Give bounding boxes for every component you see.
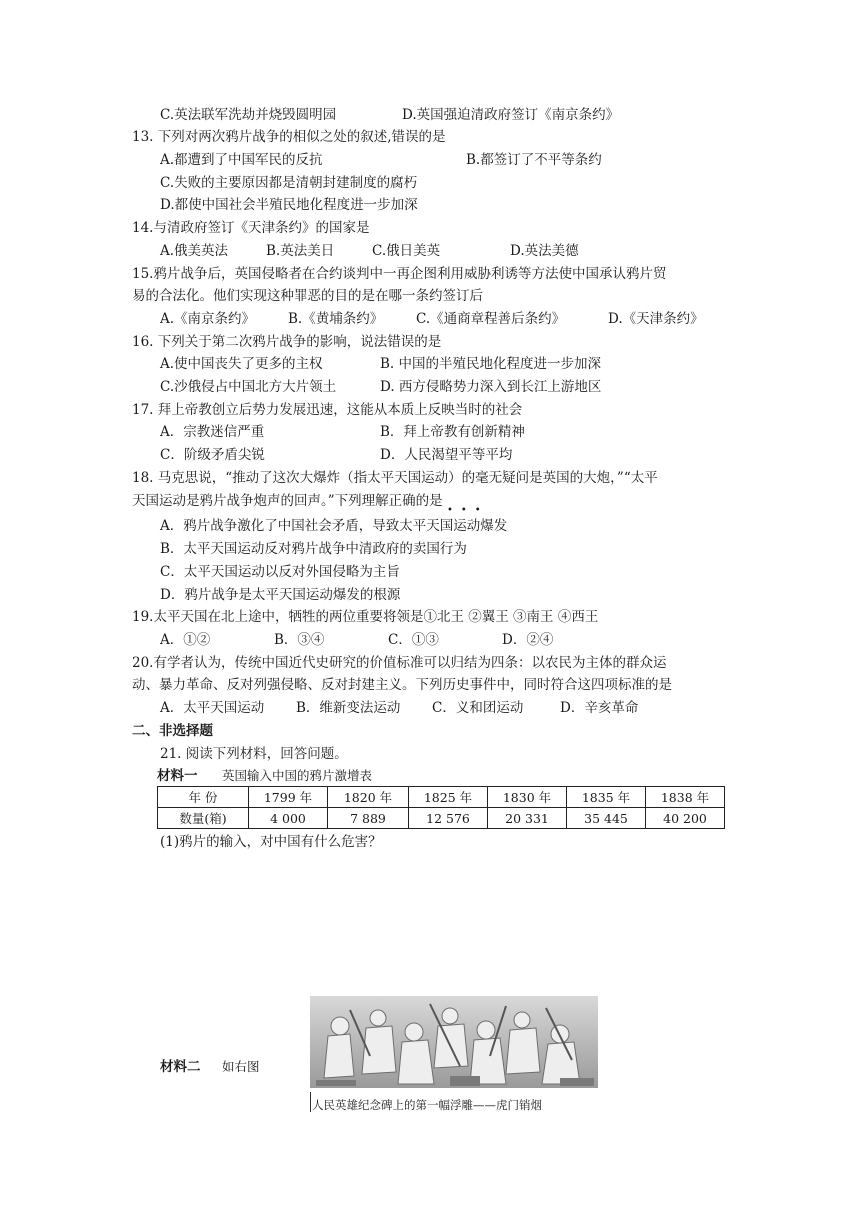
q19-option-c: C．①③ [388, 632, 439, 648]
q18-option-a: A．鸦片战争激化了中国社会矛盾，导致太平天国运动爆发 [160, 518, 508, 534]
table-row [158, 787, 725, 808]
material1-title: 英国输入中国的鸦片激增表 [222, 768, 373, 783]
q20-stem-line2: 动、暴力革命、反对列强侵略、反对封建主义。下列历史事件中，同时符合这四项标准的是 [132, 677, 672, 693]
table-row [158, 808, 725, 829]
q15-option-b: B.《黄埔条约》 [288, 311, 384, 327]
q19-option-a: A．①② [160, 632, 211, 648]
sub-question-1: (1)鸦片的输入，对中国有什么危害？ [160, 834, 382, 850]
q16-option-a: A.使中国丧失了更多的主权 [160, 356, 323, 372]
material2-label: 材料二 [160, 1059, 201, 1075]
q17-option-b: B．拜上帝教有创新精神 [380, 424, 525, 440]
q18-stem-line1: 18. 马克思说，“推动了这次大爆炸（指太平天国运动）的毫无疑问是英国的大炮，”“太平 [132, 470, 658, 486]
q19-option-b: B．③④ [274, 632, 325, 648]
q20-option-c: C．义和团运动 [432, 700, 524, 716]
table-cell: 7 889 [328, 808, 409, 829]
q21-stem: 21. 阅读下列材料，回答问题。 [160, 746, 348, 762]
q14-option-c: C.俄日美英 [372, 243, 441, 259]
table-cell: 20 331 [488, 808, 567, 829]
q17-option-d: D．人民渴望平等平均 [380, 447, 513, 463]
q15-stem-line1: 15.鸦片战争后，英国侵略者在合约谈判中一再企图利用威胁利诱等方法使中国承认鸦片贸 [132, 266, 667, 282]
q12-option-d: D.英国强迫清政府签订《南京条约》 [402, 107, 620, 123]
q16-option-b: B. 中国的半殖民地化程度进一步加深 [380, 356, 602, 372]
q12-option-c: C.英法联军洗劫并烧毁圆明园 [160, 107, 337, 123]
q14-option-a: A.俄美英法 [160, 243, 229, 259]
q18-option-c: C．太平天国运动以反对外国侵略为主旨 [160, 564, 400, 580]
q14-option-b: B.英法美日 [266, 243, 335, 259]
q13-option-b: B.都签订了不平等条约 [466, 152, 602, 168]
q13-option-d: D.都使中国社会半殖民地化程度进一步加深 [160, 197, 418, 213]
material2-text: 如右图 [222, 1059, 260, 1074]
caption-rule [310, 1092, 311, 1112]
q17-stem: 17. 拜上帝教创立后势力发展迅速，这能从本质上反映当时的社会 [132, 402, 523, 418]
table-cell: 35 445 [567, 808, 646, 829]
relief-image [310, 996, 598, 1088]
q15-option-d: D.《天津条约》 [608, 311, 704, 327]
q20-option-d: D．辛亥革命 [560, 700, 639, 716]
material1-label: 材料一 [157, 768, 198, 784]
table-header-cell: 1835 年 [567, 787, 646, 808]
section-heading: 二、非选择题 [132, 723, 213, 739]
table-cell: 12 576 [409, 808, 488, 829]
q15-option-a: A.《南京条约》 [160, 311, 256, 327]
table-cell: 40 200 [646, 808, 725, 829]
q14-option-d: D.英法美德 [510, 243, 579, 259]
table-cell: 数量(箱) [158, 808, 249, 829]
q20-option-a: A．太平天国运动 [160, 700, 265, 716]
table-header-cell: 1838 年 [646, 787, 725, 808]
q13-option-a: A.都遭到了中国军民的反抗 [160, 152, 323, 168]
q15-option-c: C.《通商章程善后条约》 [416, 311, 566, 327]
image-caption: 人民英雄纪念碑上的第一幅浮雕——虎门销烟 [312, 1098, 542, 1112]
q14-stem: 14.与清政府签订《天津条约》的国家是 [132, 220, 370, 236]
q16-stem: 16. 下列关于第二次鸦片战争的影响，说法错误的是 [132, 334, 442, 350]
q20-option-b: B．维新变法运动 [296, 700, 401, 716]
table-header-cell: 1799 年 [249, 787, 328, 808]
q13-stem: 13. 下列对两次鸦片战争的相似之处的叙述,错误的是 [132, 129, 446, 145]
q18-option-b: B．太平天国运动反对鸦片战争中清政府的卖国行为 [160, 541, 467, 557]
q16-option-d: D. 西方侵略势力深入到长江上游地区 [380, 379, 602, 395]
q19-stem: 19.太平天国在北上途中，牺牲的两位重要将领是①北王 ②翼王 ③南王 ④西王 [132, 609, 599, 625]
table-header-cell: 年 份 [158, 787, 249, 808]
q20-stem-line1: 20.有学者认为，传统中国近代史研究的价值标准可以归结为四条：以农民为主体的群众运 [132, 655, 667, 671]
table-header-cell: 1825 年 [409, 787, 488, 808]
table-header-cell: 1830 年 [488, 787, 567, 808]
table-cell: 4 000 [249, 808, 328, 829]
q17-option-a: A．宗教迷信严重 [160, 424, 265, 440]
q16-option-c: C.沙俄侵占中国北方大片领土 [160, 379, 337, 395]
q18-stem-line2: 天国运动是鸦片战争炮声的回声。”下列理解正确的是 [132, 493, 443, 509]
q18-option-d: D．鸦片战争是太平天国运动爆发的根源 [160, 587, 401, 603]
q13-option-c: C.失败的主要原因都是清朝封建制度的腐朽 [160, 175, 418, 191]
opium-import-table [157, 786, 725, 829]
q15-stem-line2: 易的合法化。他们实现这种罪恶的目的是在哪一条约签订后 [132, 288, 483, 304]
q19-option-d: D．②④ [502, 632, 554, 648]
table-header-cell: 1820 年 [328, 787, 409, 808]
emphasis-dots: ••• [447, 505, 489, 516]
q17-option-c: C．阶级矛盾尖锐 [160, 447, 265, 463]
